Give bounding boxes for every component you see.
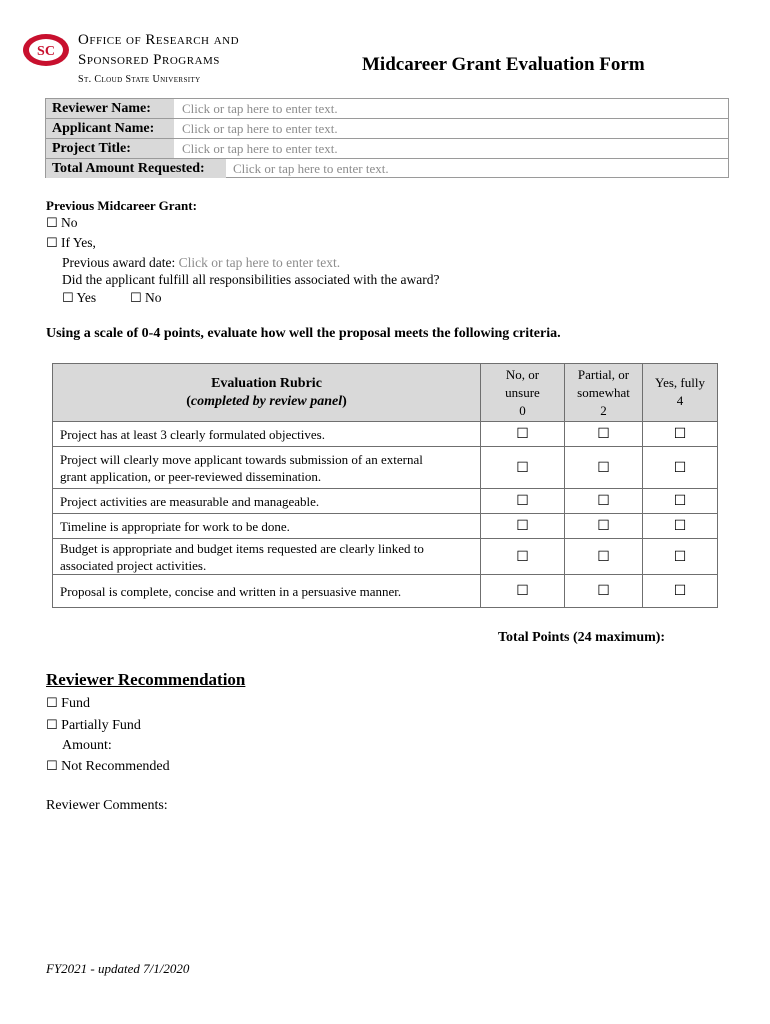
table-row: [53, 575, 718, 608]
total-amount-label: Total Amount Requested:: [46, 159, 226, 178]
rubric-subtitle: (completed by review panel): [186, 393, 347, 409]
table-row: [53, 422, 718, 447]
option-label: Partially Fund: [61, 718, 141, 733]
checkbox-icon[interactable]: ☐: [46, 216, 58, 231]
checkbox-icon[interactable]: ☐: [643, 539, 718, 575]
checkbox-icon[interactable]: ☐: [481, 539, 565, 575]
amount-label: Amount:: [62, 738, 112, 753]
checkbox-icon[interactable]: ☐: [130, 291, 142, 306]
checkbox-icon[interactable]: ☐: [481, 422, 565, 447]
checkbox-icon[interactable]: ☐: [565, 447, 643, 489]
checkbox-icon[interactable]: ☐: [481, 575, 565, 608]
award-date-label: Previous award date:: [62, 255, 176, 270]
criterion-text: Timeline is appropriate for work to be done.: [53, 514, 481, 539]
checkbox-icon[interactable]: ☐: [565, 422, 643, 447]
rubric-header-row: [53, 364, 718, 422]
table-row: [53, 489, 718, 514]
project-title-field[interactable]: Click or tap here to enter text.: [182, 141, 338, 156]
checkbox-icon[interactable]: ☐: [46, 696, 58, 711]
checkbox-icon[interactable]: ☐: [481, 489, 565, 514]
scale-instructions: Using a scale of 0-4 points, evaluate how well the proposal meets the following criteria.: [46, 326, 561, 341]
checkbox-icon[interactable]: ☐: [46, 236, 58, 251]
score-0-header: No, or unsure 0: [481, 364, 565, 422]
checkbox-icon[interactable]: ☐: [643, 489, 718, 514]
score-4-header: Yes, fully 4: [643, 364, 718, 422]
fulfill-question: Did the applicant fulfill all responsibilities associated with the award?: [62, 272, 440, 287]
option-label: If Yes,: [61, 235, 96, 250]
checkbox-icon[interactable]: ☐: [565, 514, 643, 539]
checkbox-icon[interactable]: ☐: [643, 514, 718, 539]
reviewer-comments-label: Reviewer Comments:: [46, 798, 168, 813]
award-date-field[interactable]: Click or tap here to enter text.: [178, 255, 341, 270]
checkbox-icon[interactable]: ☐: [46, 718, 58, 733]
reviewer-name-label: Reviewer Name:: [46, 99, 174, 118]
total-points-label: Total Points (24 maximum):: [498, 630, 666, 645]
criterion-text: Project has at least 3 clearly formulated objectives.: [53, 422, 481, 447]
partially-fund-option: [46, 718, 141, 734]
checkbox-icon[interactable]: ☐: [565, 575, 643, 608]
project-title-row: [46, 139, 728, 159]
previous-grant-heading: Previous Midcareer Grant:: [46, 198, 197, 213]
checkbox-icon[interactable]: ☐: [481, 447, 565, 489]
option-label: Not Recommended: [61, 759, 170, 774]
previous-grant-yes-option: [46, 235, 96, 251]
university-name: St. Cloud State University: [78, 74, 201, 85]
fulfill-yes-option: [62, 290, 96, 306]
previous-grant-no-option: [46, 215, 78, 231]
org-name-line2: Sponsored Programs: [78, 52, 220, 68]
checkbox-icon[interactable]: ☐: [565, 539, 643, 575]
checkbox-icon[interactable]: ☐: [643, 422, 718, 447]
score-2-header: Partial, or somewhat 2: [565, 364, 643, 422]
award-date-line: [62, 255, 340, 271]
applicant-name-field[interactable]: Click or tap here to enter text.: [182, 121, 338, 136]
option-label: Yes: [76, 290, 97, 305]
checkbox-icon[interactable]: ☐: [481, 514, 565, 539]
option-label: Fund: [61, 696, 90, 711]
rubric-title: Evaluation Rubric: [211, 375, 322, 391]
criterion-text: Budget is appropriate and budget items requested are clearly linked to associated project activities.: [53, 539, 481, 575]
applicant-name-row: [46, 119, 728, 139]
footer-version: FY2021 - updated 7/1/2020: [46, 961, 190, 976]
applicant-name-label: Applicant Name:: [46, 119, 174, 138]
checkbox-icon[interactable]: ☐: [46, 759, 58, 774]
checkbox-icon[interactable]: ☐: [62, 291, 74, 306]
option-label: No: [145, 290, 162, 305]
svg-text:SC: SC: [37, 44, 55, 59]
applicant-info-box: [45, 98, 729, 178]
checkbox-icon[interactable]: ☐: [643, 447, 718, 489]
reviewer-name-row: [46, 99, 728, 119]
total-amount-row: [46, 159, 728, 179]
fund-option: [46, 696, 90, 712]
reviewer-name-field[interactable]: Click or tap here to enter text.: [182, 101, 338, 116]
total-amount-field[interactable]: Click or tap here to enter text.: [233, 161, 389, 176]
option-label: No: [61, 215, 78, 230]
evaluation-rubric-table: [52, 363, 717, 609]
table-row: [53, 514, 718, 539]
form-title: Midcareer Grant Evaluation Form: [362, 54, 645, 75]
not-recommended-option: [46, 759, 170, 775]
table-row: [53, 539, 718, 575]
fulfill-no-option: [130, 290, 162, 306]
checkbox-icon[interactable]: ☐: [643, 575, 718, 608]
criterion-text: Project activities are measurable and manageable.: [53, 489, 481, 514]
project-title-label: Project Title:: [46, 139, 174, 158]
table-row: [53, 447, 718, 489]
org-name-line1: Office of Research and: [78, 32, 240, 48]
criterion-text: Proposal is complete, concise and written in a persuasive manner.: [53, 575, 481, 608]
rubric-title-cell: [53, 364, 481, 422]
criterion-text: Project will clearly move applicant towards submission of an external grant application, or peer-reviewed dissemination.: [53, 447, 481, 489]
university-logo-icon: [22, 32, 70, 68]
checkbox-icon[interactable]: ☐: [565, 489, 643, 514]
recommendation-heading: Reviewer Recommendation: [46, 670, 246, 689]
